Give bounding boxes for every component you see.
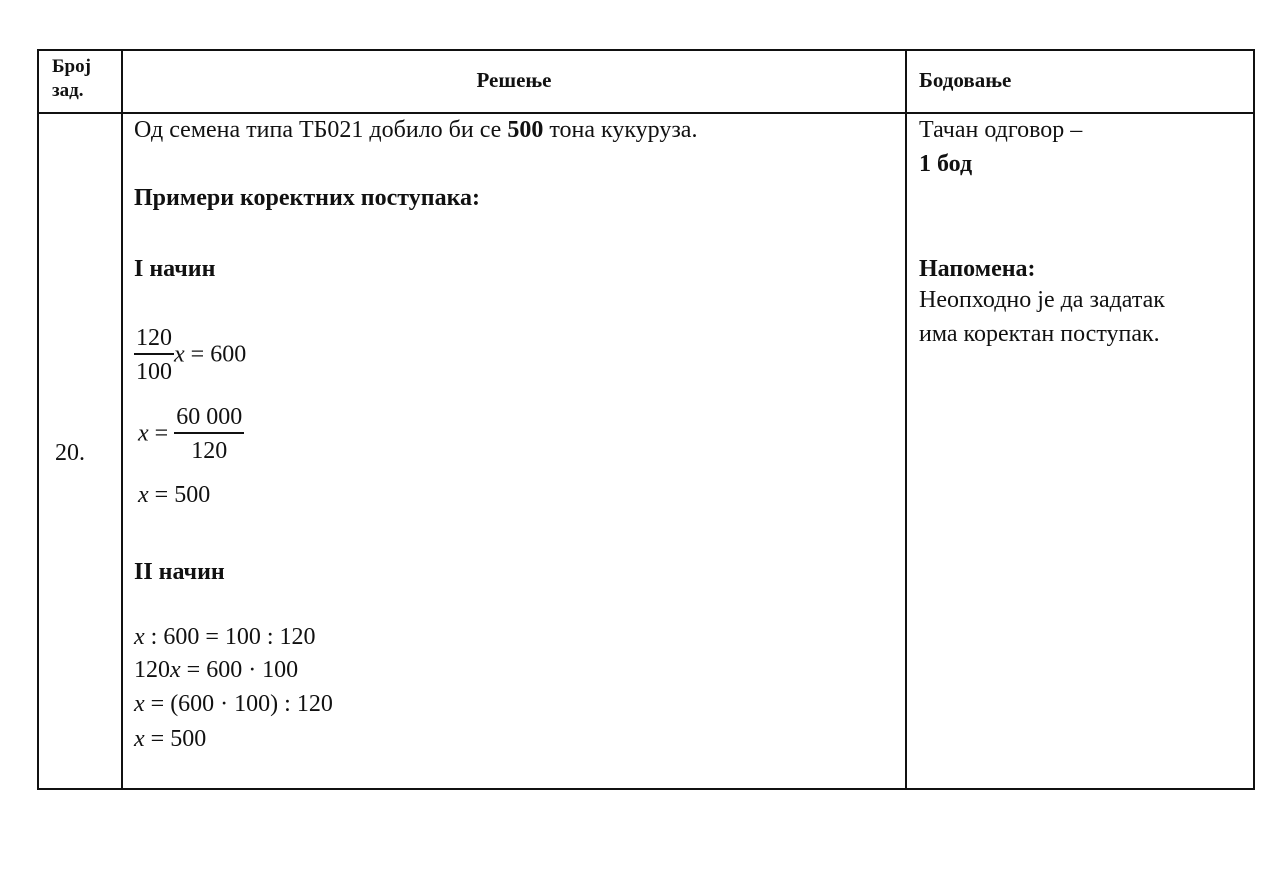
variable-x: x	[138, 482, 149, 508]
equation-rest: = 600	[184, 341, 247, 368]
answer-suffix: тона кукуруза.	[543, 117, 698, 143]
method1-equation-3	[138, 482, 210, 509]
header-scoring: Бодовање	[919, 68, 1012, 92]
equation-rest: = 500	[148, 482, 211, 508]
answer-value: 500	[507, 117, 544, 143]
fraction-numerator: 60 000	[174, 402, 244, 434]
method1-equation-1	[134, 323, 246, 389]
fraction-denominator: 100	[136, 359, 172, 385]
method2-line-2	[134, 657, 298, 684]
method1-equation-2	[138, 402, 244, 468]
fraction-60000-over-120	[174, 402, 244, 468]
scoring-note-line1: Неопходно је да задатак	[919, 287, 1165, 313]
scoring-note-heading: Напомена:	[919, 256, 1036, 282]
fraction-numerator: 120	[134, 323, 174, 355]
variable-x: x	[134, 691, 145, 717]
column-divider-1	[121, 51, 123, 788]
scoring-note-line2: има коректан поступак.	[919, 321, 1160, 347]
answer-prefix: Од семена типа ТБ021 добило би се	[134, 117, 508, 143]
header-divider	[39, 112, 1253, 114]
answer-sentence	[134, 117, 697, 144]
fraction-120-over-100	[134, 323, 174, 389]
header-task-number-line1: Број	[52, 56, 91, 77]
line-rest: = (600 · 100) : 120	[144, 691, 333, 717]
header-solution: Решење	[476, 68, 552, 92]
line-rest: = 500	[144, 726, 207, 752]
variable-x: x	[138, 420, 149, 447]
variable-x: x	[134, 726, 145, 752]
examples-heading: Примери коректних поступака:	[134, 185, 481, 211]
header-task-number-line2: зад.	[52, 80, 84, 101]
equals-sign: =	[148, 420, 175, 447]
method1-heading: I начин	[134, 256, 216, 282]
variable-x: x	[170, 657, 181, 683]
line-prefix: 120	[134, 657, 170, 683]
header-task-number	[52, 55, 122, 103]
scoring-correct-points: 1 бод	[919, 151, 973, 177]
method2-heading: II начин	[134, 559, 225, 585]
method2-line-1	[134, 624, 316, 651]
method2-line-3	[134, 691, 333, 718]
task-number: 20.	[55, 440, 85, 466]
line-rest: : 600 = 100 : 120	[144, 624, 316, 650]
variable-x: x	[174, 341, 185, 368]
column-divider-2	[905, 51, 907, 788]
method2-line-4	[134, 726, 206, 753]
fraction-denominator: 120	[191, 438, 228, 464]
scoring-correct-line1: Тачан одговор –	[919, 117, 1083, 143]
variable-x: x	[134, 624, 145, 650]
line-rest: = 600 · 100	[180, 657, 299, 683]
